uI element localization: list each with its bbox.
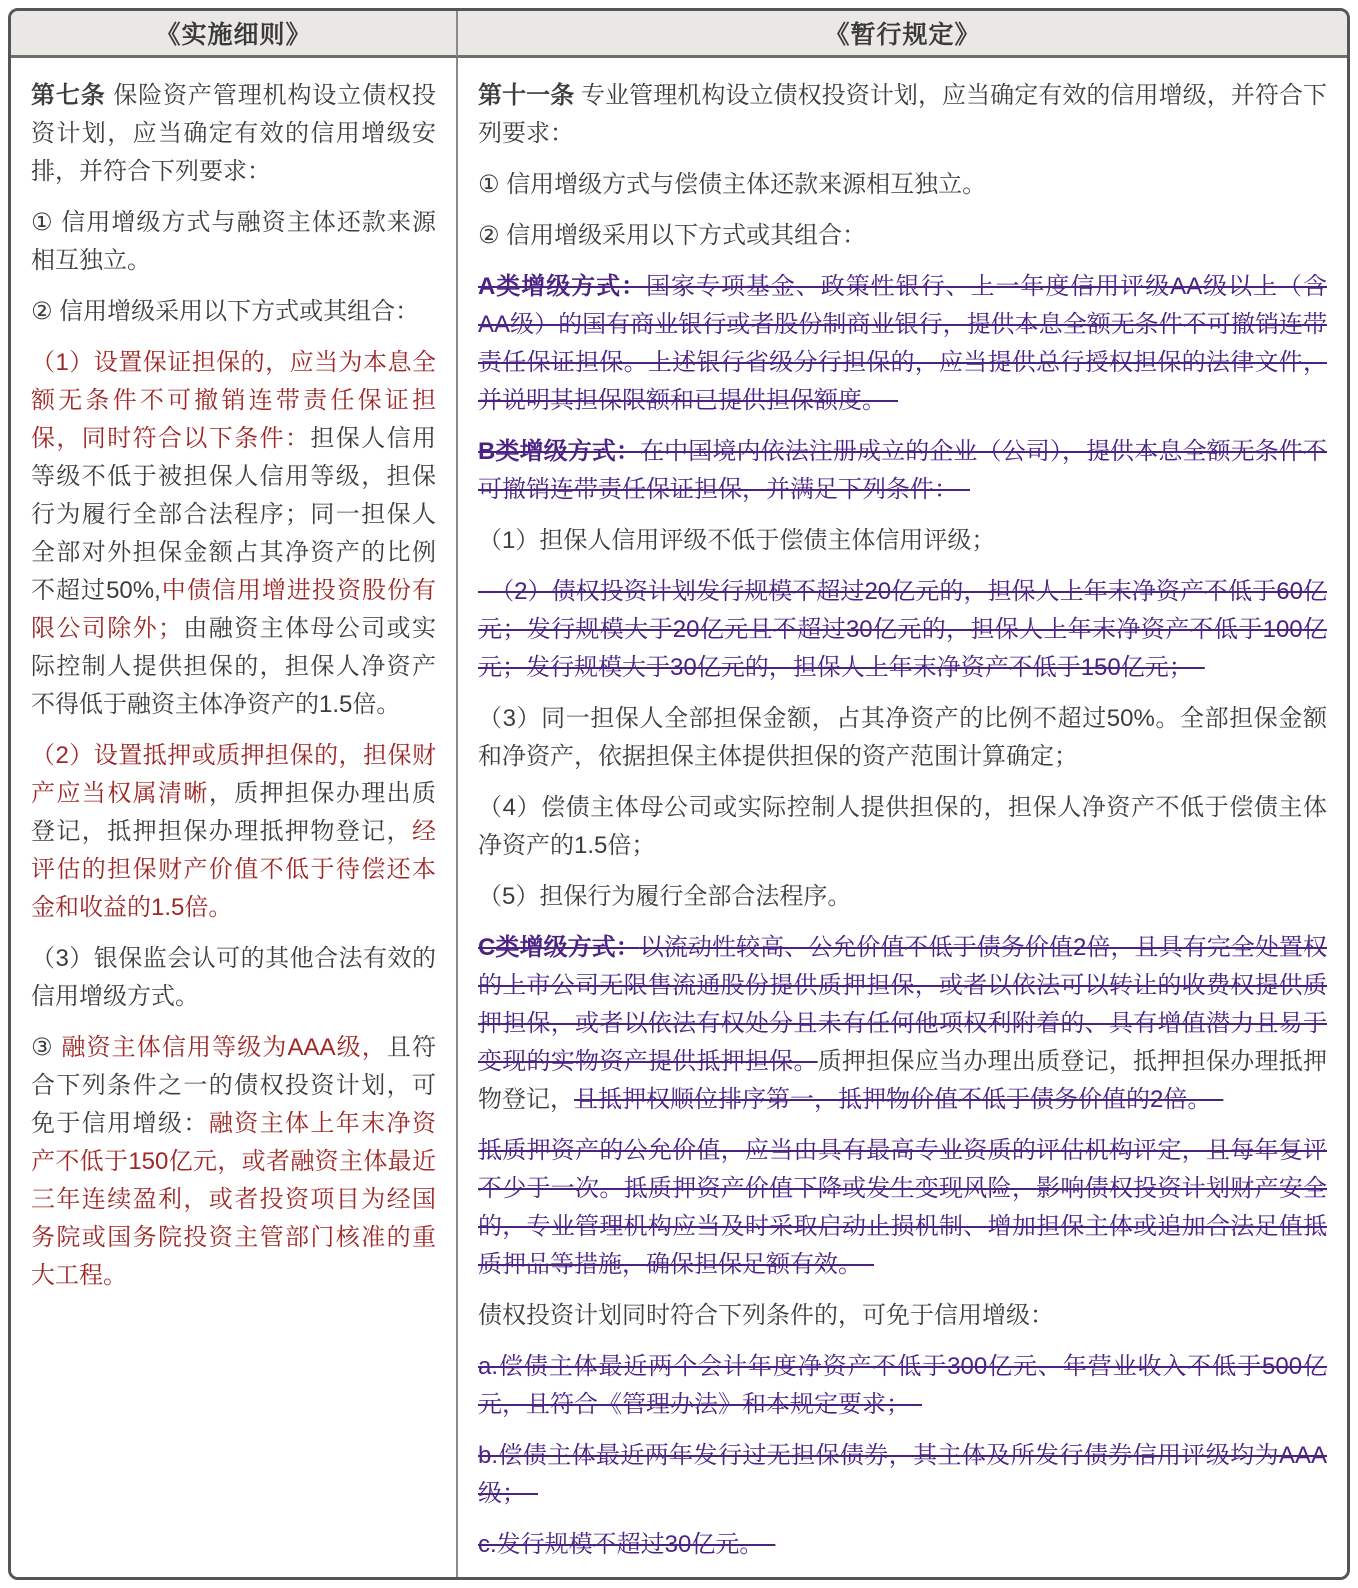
text-segment-del: 在中国境内依法注册成立的企业（公司），提供本息全额无条件不可撤销连带责任保证担保，并满足下列条件： bbox=[478, 438, 1328, 503]
text-segment-del: b.偿债主体最近两年发行过无担保债券，其主体及所发行债券信用评级均为AAA级； bbox=[478, 1442, 1327, 1507]
text-segment-normal: 专业管理机构设立债权投资计划，应当确定有效的信用增级，并符合下列要求： bbox=[478, 82, 1328, 147]
paragraph bbox=[31, 344, 436, 724]
text-segment-normal: 保险资产管理机构设立债权投资计划，应当确定有效的信用增级安排，并符合下列要求： bbox=[31, 82, 436, 185]
paragraph bbox=[478, 522, 1327, 560]
text-segment-del: （2）债权投资计划发行规模不超过20亿元的，担保人上年末净资产不低于60亿元；发行规模大于20亿元且不超过30亿元的，担保人上年末净资产不低于100亿元；发行规模大于30亿元的，担保人上年末净资产不低于150亿元； bbox=[478, 578, 1327, 681]
text-segment-normal: （3）银保监会认可的其他合法有效的信用增级方式。 bbox=[31, 945, 436, 1010]
text-segment-delbold: A类增级方式： bbox=[478, 273, 647, 300]
text-segment-normal: ③ bbox=[31, 1034, 62, 1061]
text-segment-del: 国家专项基金、政策性银行、上一年度信用评级AA级以上（含AA级）的国有商业银行或者股份制商业银行，提供本息全额无条件不可撤销连带责任保证担保。上述银行省级分行担保的，应当提供总行授权担保的法律文件，并说明其担保限额和已提供担保额度。 bbox=[478, 273, 1327, 414]
text-segment-red: 经评估的担保财产价值不低于待偿还本金和收益的1.5倍。 bbox=[31, 818, 436, 921]
paragraph bbox=[478, 573, 1327, 687]
text-segment-normal: ② 信用增级采用以下方式或其组合： bbox=[31, 298, 420, 325]
paragraph bbox=[478, 1348, 1327, 1424]
text-segment-red: （1）设置保证担保的，应当为本息全额无条件不可撤销连带责任保证担保，同时符合以下条件： bbox=[31, 349, 436, 452]
text-segment-bold: 第十一条 bbox=[478, 82, 582, 109]
text-segment-red: 融资主体上年末净资产不低于150亿元，或者融资主体最近三年连续盈利，或者投资项目为经国务院或国务院投资主管部门核准的重大工程。 bbox=[31, 1110, 437, 1289]
text-segment-normal: ① 信用增级方式与偿债主体还款来源相互独立。 bbox=[478, 171, 987, 198]
text-segment-normal: ① 信用增级方式与融资主体还款来源相互独立。 bbox=[31, 209, 436, 274]
paragraph bbox=[478, 166, 1327, 204]
text-segment-normal: 债权投资计划同时符合下列条件的，可免于信用增级： bbox=[478, 1302, 1054, 1329]
paragraph bbox=[478, 1437, 1327, 1513]
text-segment-normal: 由融资主体母公司或实际控制人提供担保的，担保人净资产不得低于融资主体净资产的1.5倍。 bbox=[31, 615, 436, 718]
paragraph bbox=[478, 878, 1327, 916]
paragraph bbox=[478, 77, 1327, 153]
provisional-regulations-cell bbox=[458, 58, 1347, 1577]
text-segment-normal: （5）担保行为履行全部合法程序。 bbox=[478, 883, 852, 910]
paragraph bbox=[31, 1029, 436, 1295]
paragraph bbox=[31, 737, 436, 927]
text-segment-red: 融资主体信用等级为AAA级， bbox=[61, 1034, 387, 1061]
paragraph bbox=[31, 293, 436, 331]
paragraph bbox=[478, 789, 1327, 865]
column-header-provisional-regulations: 《暂行规定》 bbox=[458, 11, 1347, 58]
text-segment-normal: （1）担保人信用评级不低于偿债主体信用评级； bbox=[478, 527, 996, 554]
regulation-comparison-table bbox=[8, 8, 1350, 1580]
text-segment-normal: 担保人信用等级不低于被担保人信用等级，担保行为履行全部合法程序；同一担保人全部对外担保金额占其净资产的比例不超过50%, bbox=[31, 425, 437, 604]
paragraph bbox=[478, 268, 1327, 420]
text-segment-del: c.发行规模不超过30亿元。 bbox=[478, 1531, 776, 1558]
text-segment-del: 且抵押权顺位排序第一，抵押物价值不低于债务价值的2倍。 bbox=[574, 1086, 1224, 1113]
paragraph bbox=[478, 433, 1327, 509]
text-segment-normal: 质押担保应当办理出质登记，抵押担保办理抵押物登记， bbox=[478, 1048, 1328, 1113]
text-segment-normal: （3）同一担保人全部担保金额，占其净资产的比例不超过50%。全部担保金额和净资产，依据担保主体提供担保的资产范围计算确定； bbox=[478, 705, 1327, 770]
text-segment-bold: 第七条 bbox=[31, 82, 114, 109]
paragraph bbox=[31, 77, 436, 191]
text-segment-delbold: B类增级方式： bbox=[478, 438, 641, 465]
paragraph bbox=[478, 217, 1327, 255]
paragraph bbox=[31, 940, 436, 1016]
paragraph bbox=[478, 700, 1327, 776]
paragraph bbox=[478, 929, 1327, 1119]
text-segment-del: 抵质押资产的公允价值，应当由具有最高专业资质的评估机构评定，且每年复评不少于一次。抵质押资产价值下降或发生变现风险，影响债权投资计划财产安全的，专业管理机构应当及时采取启动止损机制、增加担保主体或追加合法足值抵质押品等措施，确保担保足额有效。 bbox=[478, 1137, 1327, 1278]
paragraph bbox=[478, 1526, 1327, 1564]
paragraph bbox=[478, 1297, 1327, 1335]
text-segment-delbold: C类增级方式： bbox=[478, 934, 640, 961]
text-segment-del: 以流动性较高、公允价值不低于债务价值2倍，且具有完全处置权的上市公司无限售流通股份提供质押担保，或者以依法可以转让的收费权提供质押担保，或者以依法有权处分且未有任何他项权利附着的、具有增值潜力且易于变现的实物资产提供抵押担保。 bbox=[478, 934, 1327, 1075]
text-segment-normal: ② 信用增级采用以下方式或其组合： bbox=[478, 222, 867, 249]
text-segment-del: a.偿债主体最近两个会计年度净资产不低于300亿元、年营业收入不低于500亿元，且符合《管理办法》和本规定要求； bbox=[478, 1353, 1327, 1418]
implementation-rules-cell bbox=[11, 58, 458, 1577]
text-segment-red: （2）设置抵押或质押担保的，担保财产应当权属清晰 bbox=[31, 742, 436, 807]
text-segment-normal: （4）偿债主体母公司或实际控制人提供担保的，担保人净资产不低于偿债主体净资产的1.5倍； bbox=[478, 794, 1327, 859]
text-segment-red: 中债信用增进投资股份有限公司除外； bbox=[31, 577, 437, 642]
paragraph bbox=[478, 1132, 1327, 1284]
column-header-implementation-rules: 《实施细则》 bbox=[11, 11, 458, 58]
text-segment-normal: 且符合下列条件之一的债权投资计划，可免于信用增级： bbox=[31, 1034, 436, 1137]
text-segment-normal: ，质押担保办理出质登记，抵押担保办理抵押物登记， bbox=[31, 780, 437, 845]
paragraph bbox=[31, 204, 436, 280]
